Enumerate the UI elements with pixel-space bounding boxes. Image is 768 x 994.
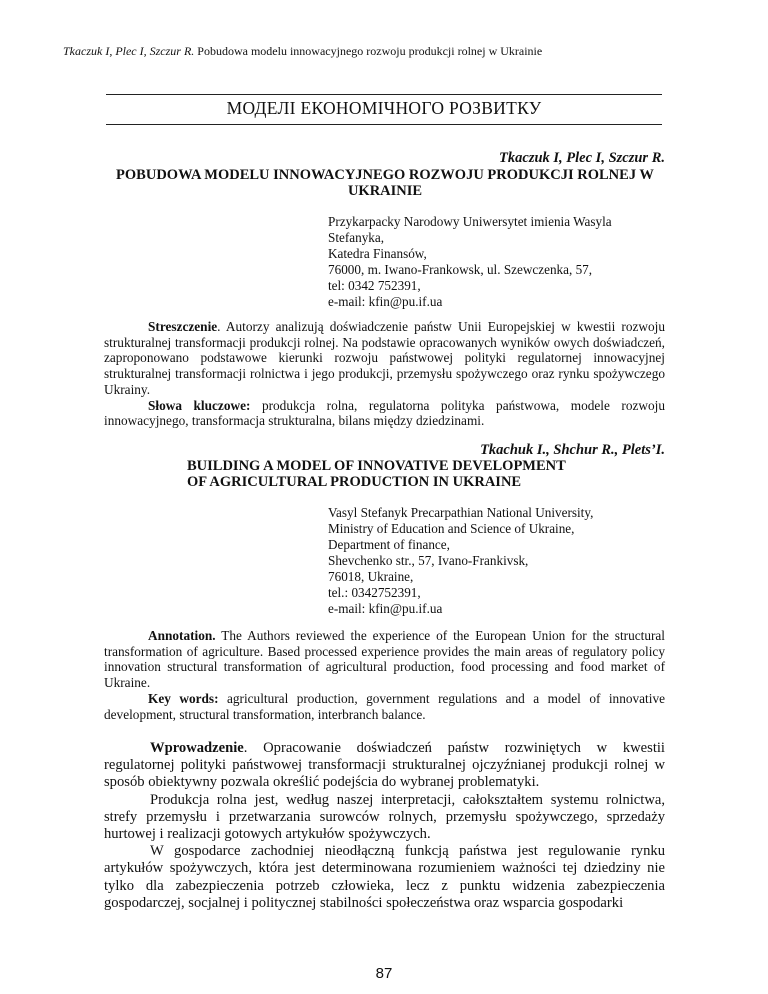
body-paragraph-2: Produkcja rolna jest, według naszej interpretacji, całokształtem systemu rolnictwa, strefy przemysłu i przetwarzania surowców rolnych, przemysłu spożywczego, sprzedaży hurtowej i realizacji gotowych artykułów spożywczych. <box>104 791 665 843</box>
english-authors: Tkachuk I., Shchur R., Plets’I. <box>480 442 665 458</box>
polish-abstract <box>104 319 665 429</box>
intro-label: Wprowadzenie <box>150 740 244 756</box>
polish-authors: Tkaczuk I, Plec I, Szczur R. <box>499 150 665 166</box>
english-title-line2: OF AGRICULTURAL PRODUCTION IN UKRAINE <box>187 474 522 490</box>
page-number: 87 <box>375 965 393 982</box>
polish-title <box>60 167 710 199</box>
polish-affiliation <box>328 214 664 310</box>
polish-affiliation-line: Stefanyka, <box>328 230 385 245</box>
english-abstract <box>104 628 665 722</box>
english-affiliation-line: tel.: 0342752391, <box>328 585 421 600</box>
english-affiliation-line: Ministry of Education and Science of Ukraine, <box>328 521 575 536</box>
english-title <box>187 458 607 490</box>
polish-affiliation-line: e-mail: kfin@pu.if.ua <box>328 294 443 309</box>
english-abstract-text: The Authors reviewed the experience of the European Union for the structural transformation of agriculture. Based processed experience provides the main areas of regulatory policy innovation structural transformation of agricultural production, food processing and food market of Ukraine. <box>104 628 665 691</box>
running-head-authors: Tkaczuk I, Plec I, Szczur R. <box>63 44 195 58</box>
body-text <box>104 740 665 912</box>
english-affiliation-line: Department of finance, <box>328 537 450 552</box>
english-affiliation-line: e-mail: kfin@pu.if.ua <box>328 601 443 616</box>
polish-affiliation-line: tel: 0342 752391, <box>328 278 421 293</box>
running-head <box>63 44 542 59</box>
polish-abstract-text: . Autorzy analizują doświadczenie państw Unii Europejskiej w kwestii rozwoju strukturalnej transformacji produkcji rolnej. Na podstawie opracowanych wyników owych doświadczeń, zaproponowano podstawowe kierunki rozwoju państwowej polityki regulatornej innowacyjnej strukturalnej transformacji rolnictwa i jego produkcji, przemysłu spożywczego oraz rynku spożywczego Ukrainy. <box>104 319 665 397</box>
section-bottom-rule <box>106 124 662 125</box>
body-paragraph-3: W gospodarce zachodniej nieodłączną funkcją państwa jest regulowanie rynku artykułów spożywczych, która jest determinowana rozumieniem ważności tej dziedziny nie tylko dla zabezpieczenia potrzeb człowieka, lecz z punktu widzenia zabezpieczenia gospodarczej, socjalnej i politycznej stabilności społeczeństwa oraz wsparcia gospodarki <box>104 843 665 911</box>
polish-affiliation-line: 76000, m. Iwano-Frankowsk, ul. Szewczenka, 57, <box>328 262 593 277</box>
polish-keywords-text: produkcja rolna, regulatorna polityka państwowa, modele rozwoju innowacyjnego, transformacja strukturalna, bilans między dziedzinami. <box>104 397 665 429</box>
polish-abstract-label: Streszczenie <box>148 319 218 334</box>
english-title-line1: BUILDING A MODEL OF INNOVATIVE DEVELOPMENT <box>187 458 566 474</box>
polish-affiliation-line: Przykarpacky Narodowy Uniwersytet imienia Wasyla <box>328 214 612 229</box>
intro-paragraph <box>104 740 665 792</box>
polish-keywords-label: Słowa kluczowe: <box>148 397 251 413</box>
english-affiliation-line: Shevchenko str., 57, Ivano-Frankivsk, <box>328 553 529 568</box>
english-keywords-label: Key words: <box>148 690 219 706</box>
english-keywords-text: agricultural production, government regulations and a model of innovative development, structural transformation, interbranch balance. <box>104 690 665 722</box>
english-affiliation-line: 76018, Ukraine, <box>328 569 414 584</box>
polish-affiliation-line: Katedra Finansów, <box>328 246 427 261</box>
polish-title-line2: UKRAINIE <box>347 183 423 199</box>
intro-text: . Opracowanie doświadczeń państw rozwiniętych w kwestii regulatornej polityki państwowej transformacji strukturalnej ojczyźnianej produkcji rolnej w sposób obiektywny pozwala określić podejścia do wybranej problematyki. <box>104 740 665 791</box>
english-affiliation-line: Vasyl Stefanyk Precarpathian National University, <box>328 505 594 520</box>
polish-title-line1: POBUDOWA MODELU INNOWACYJNEGO ROZWOJU PRODUKCJI ROLNEJ W <box>116 167 654 183</box>
english-affiliation <box>328 505 664 617</box>
section-top-rule <box>106 94 662 95</box>
section-title: МОДЕЛІ ЕКОНОМІЧНОГО РОЗВИТКУ <box>226 98 542 118</box>
english-abstract-label: Annotation. <box>148 628 216 643</box>
running-head-title: Pobudowa modelu innowacyjnego rozwoju produkcji rolnej w Ukrainie <box>197 44 543 58</box>
